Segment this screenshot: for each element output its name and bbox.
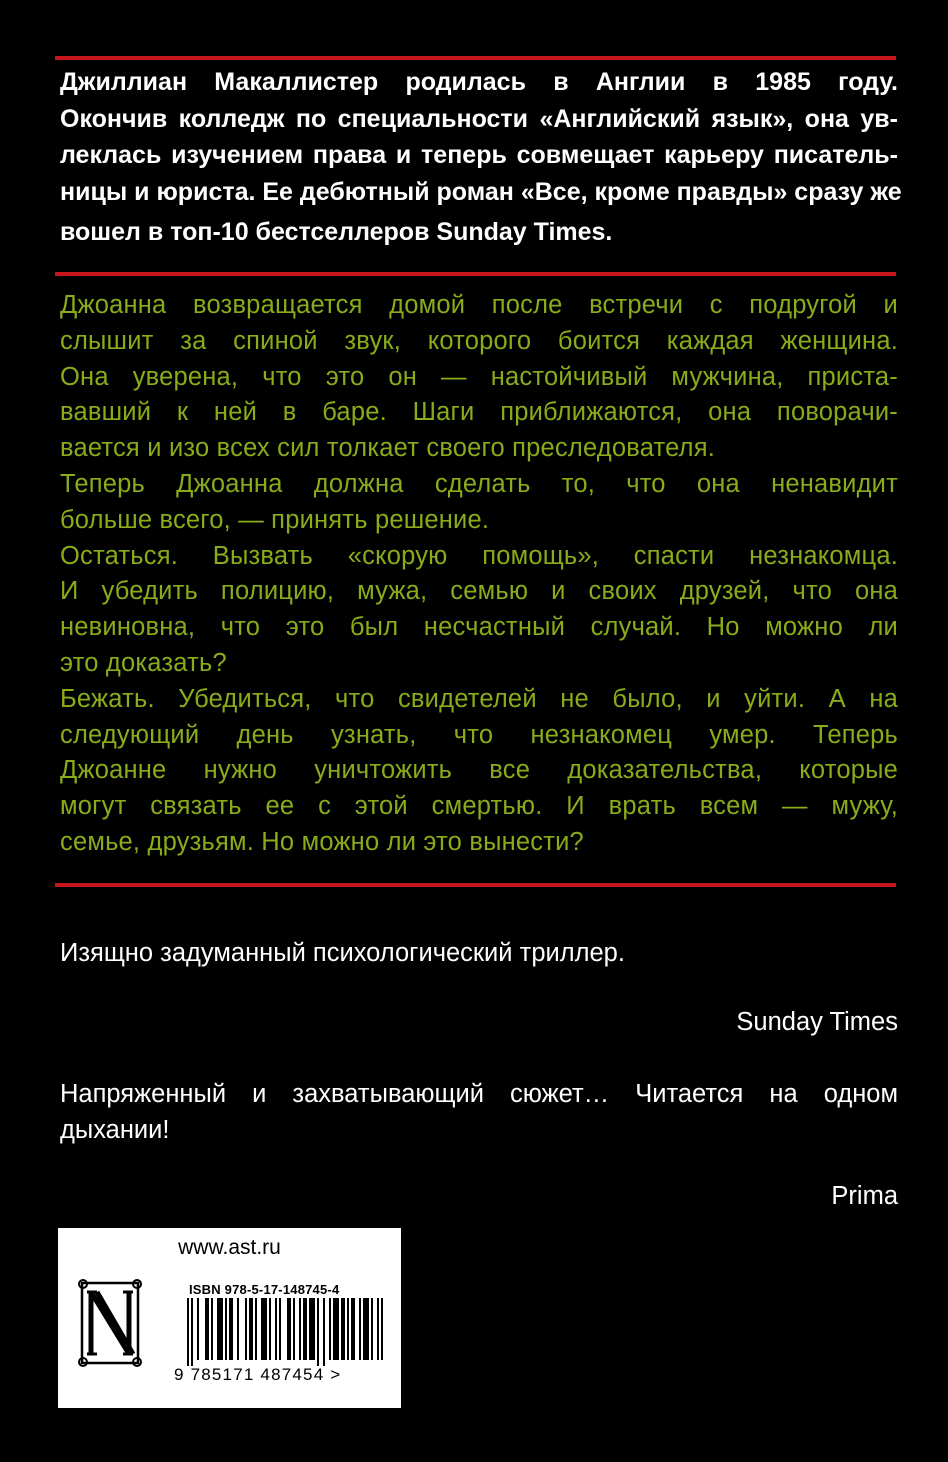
quote-line: Изящно задуманный психологический триллер. [60,939,625,967]
book-blurb [60,288,898,861]
barcode-bar [187,1298,189,1366]
barcode-bar [275,1298,277,1360]
barcode-bars [187,1298,387,1366]
quote-line: дыхании! [60,1116,170,1144]
bio-line: леклась изучением права и теперь совмещает карьеру писатель- [60,141,898,169]
barcode-bar [197,1298,199,1360]
bio-line: ницы и юриста. Ее дебютный роман «Все, кроме правды» сразу же [60,177,902,206]
barcode-bar [255,1298,257,1360]
barcode-panel [58,1228,401,1408]
barcode-bar [217,1298,223,1360]
author-bio [60,64,902,251]
blurb-line: Джоанне нужно уничтожить все доказательства, которые [60,756,898,785]
top-rule [55,56,896,60]
blurb-line: вается и изо всех сил толкает своего преследователя. [60,434,716,463]
blurb-line: невиновна, что это был несчастный случай. Но можно ли [60,613,898,642]
barcode-bar [329,1298,331,1360]
bottom-rule [55,883,896,887]
barcode-bar [225,1298,227,1360]
blurb-line: следующий день узнать, что незнакомец умер. Теперь [60,720,898,749]
barcode-bar [229,1298,233,1360]
barcode-bar [371,1298,373,1360]
barcode-bar [269,1298,271,1360]
barcode-bar [211,1298,213,1360]
bio-line: Джиллиан Макаллистер родилась в Англии в 1985 году. [60,68,898,96]
blurb-line: семье, друзьям. Но можно ли это вынести? [60,827,584,856]
barcode-bar [381,1298,383,1360]
blurb-line: Джоанна возвращается домой после встречи с подругой и [60,291,898,319]
blurb-line: вавший к ней в баре. Шаги приближаются, она поворачи- [60,398,898,427]
barcode-bar [323,1298,325,1366]
barcode-bar [279,1298,281,1360]
blurb-line: Остаться. Вызвать «скорую помощь», спасти незнакомца. [60,541,898,570]
barcode-bar [249,1298,253,1360]
isbn-label: ISBN 978-5-17-148745-4 [189,1282,340,1297]
barcode-bar [237,1298,239,1360]
barcode-bar [341,1298,345,1360]
barcode-bar [191,1298,193,1366]
barcode-bar [309,1298,315,1360]
blurb-line: Она уверена, что это он — настойчивый мужчина, приста- [60,362,898,391]
blurb-line: И убедить полицию, мужа, семью и своих друзей, что она [60,577,898,606]
blurb-line: Бежать. Убедиться, что свидетелей не было, и уйти. А на [60,684,898,713]
barcode-bar [303,1298,307,1360]
barcode-bar [333,1298,339,1360]
blurb-line: это доказать? [60,648,227,677]
barcode-bar [359,1298,361,1360]
barcode-bar [317,1298,319,1366]
middle-rule [55,272,896,276]
barcode-bar [347,1298,349,1360]
review-source: Sunday Times [736,1008,898,1036]
barcode-bar [261,1298,267,1360]
barcode-bar [351,1298,355,1360]
review-source: Prima [831,1182,898,1210]
publisher-site: www.ast.ru [178,1236,281,1259]
barcode-bar [245,1298,247,1360]
barcode-bar [377,1298,379,1360]
publisher-n-logo-icon [77,1278,143,1368]
quote-line: Напряженный и захватывающий сюжет… Читается на одном [60,1080,898,1108]
barcode-bar [287,1298,291,1360]
review-quote [60,935,898,971]
blurb-line: могут связать ее с этой смертью. И врать всем — мужу, [60,792,898,821]
barcode-bar [363,1298,369,1360]
bio-line: вошел в топ-10 бестселлеров Sunday Times. [60,218,613,246]
bio-line: Окончив колледж по специальности «Английский язык», она ув- [60,104,898,133]
blurb-line: слышит за спиной звук, которого боится каждая женщина. [60,326,898,355]
barcode-bar [205,1298,209,1360]
review-quote [60,1076,898,1148]
barcode-bar [299,1298,301,1360]
blurb-line: больше всего, — принять решение. [60,505,490,534]
barcode-digits: 9 785171 487454 > [174,1365,342,1384]
blurb-line: Теперь Джоанна должна сделать то, что она ненавидит [60,469,898,498]
barcode-bar [293,1298,295,1360]
